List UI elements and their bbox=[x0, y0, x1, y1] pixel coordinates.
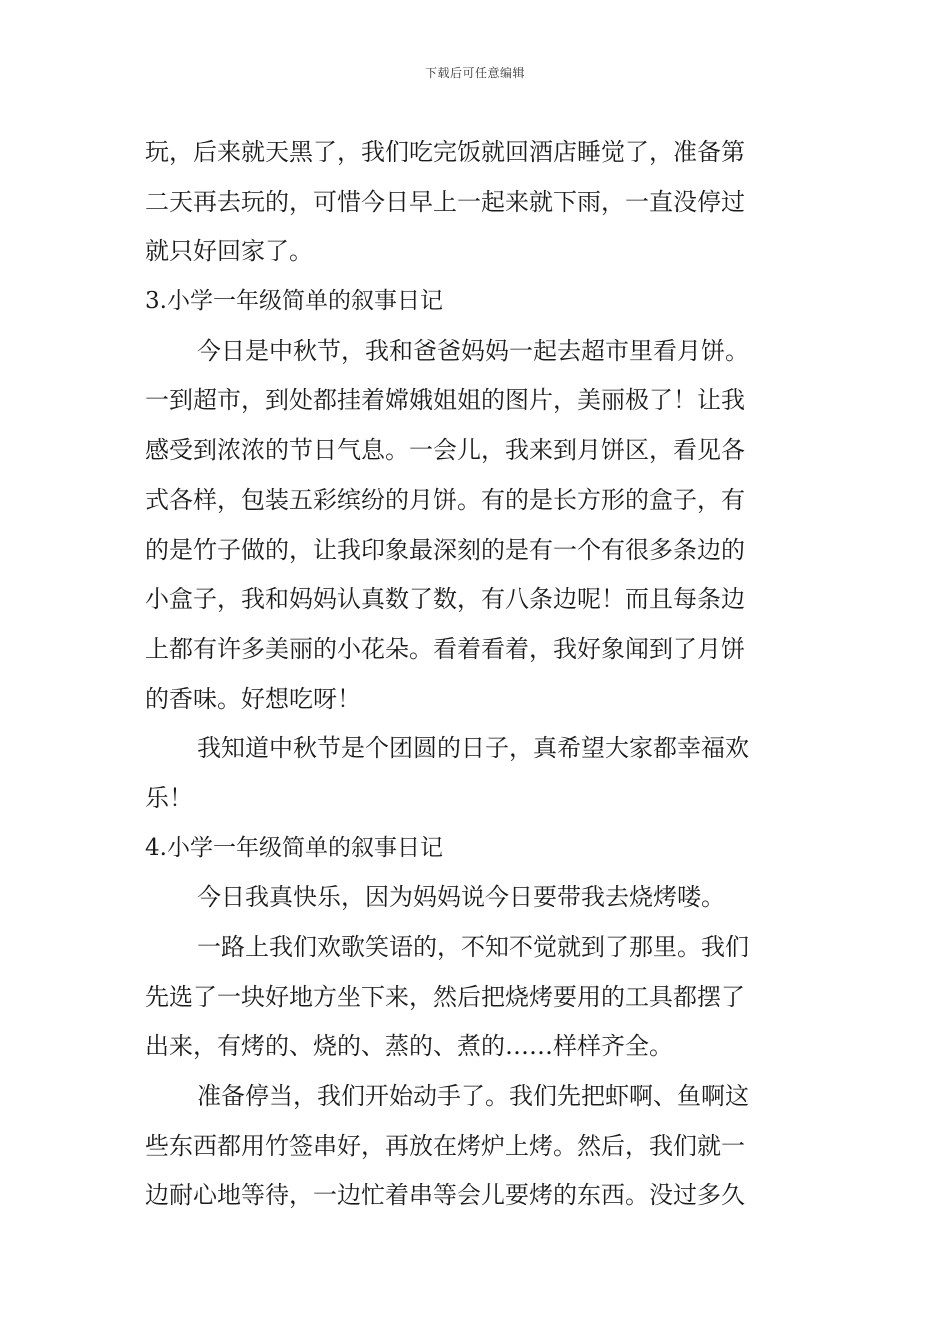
text-line: 边耐心地等待，一边忙着串等会儿要烤的东西。没过多久 bbox=[145, 1181, 745, 1210]
text-line: 式各样，包装五彩缤纷的月饼。有的是长方形的盒子，有 bbox=[145, 485, 745, 514]
paragraph-first-line: 今日我真快乐，因为妈妈说今日要带我去烧烤喽。 bbox=[197, 883, 725, 912]
text-line: 些东西都用竹签串好，再放在烤炉上烤。然后，我们就一 bbox=[145, 1131, 745, 1160]
section-heading: 3.小学一年级简单的叙事日记 bbox=[145, 288, 443, 315]
text-line: 的是竹子做的，让我印象最深刻的是有一个有很多条边的 bbox=[145, 535, 745, 564]
paragraph-first-line: 准备停当，我们开始动手了。我们先把虾啊、鱼啊这 bbox=[197, 1082, 749, 1111]
header-note: 下载后可任意编辑 bbox=[424, 66, 525, 80]
text-line: 就只好回家了。 bbox=[145, 237, 313, 266]
paragraph-first-line: 一路上我们欢歌笑语的，不知不觉就到了那里。我们 bbox=[197, 933, 749, 961]
paragraph-first-line: 今日是中秋节，我和爸爸妈妈一起去超市里看月饼。 bbox=[197, 336, 749, 365]
document-body bbox=[145, 128, 807, 1221]
text-line: 的香味。好想吃呀！ bbox=[145, 684, 361, 713]
text-line: 一到超市，到处都挂着嫦娥姐姐的图片，美丽极了！让我 bbox=[145, 386, 745, 415]
text-line: 先选了一块好地方坐下来，然后把烧烤要用的工具都摆了 bbox=[145, 982, 745, 1011]
text-line: 感受到浓浓的节日气息。一会儿，我来到月饼区，看见各 bbox=[145, 436, 745, 465]
text-line: 二天再去玩的，可惜今日早上一起来就下雨，一直没停过 bbox=[145, 187, 745, 216]
paragraph-first-line: 我知道中秋节是个团圆的日子，真希望大家都幸福欢 bbox=[197, 734, 749, 763]
text-line: 上都有许多美丽的小花朵。看着看着，我好象闻到了月饼 bbox=[145, 634, 745, 663]
text-line: 玩，后来就天黑了，我们吃完饭就回酒店睡觉了，准备第 bbox=[145, 138, 745, 166]
section-heading: 4.小学一年级简单的叙事日记 bbox=[145, 834, 443, 861]
text-line: 乐！ bbox=[145, 783, 193, 812]
text-line: 出来，有烤的、烧的、蒸的、煮的……样样齐全。 bbox=[145, 1032, 673, 1061]
text-line: 小盒子，我和妈妈认真数了数，有八条边呢！而且每条边 bbox=[145, 585, 745, 614]
